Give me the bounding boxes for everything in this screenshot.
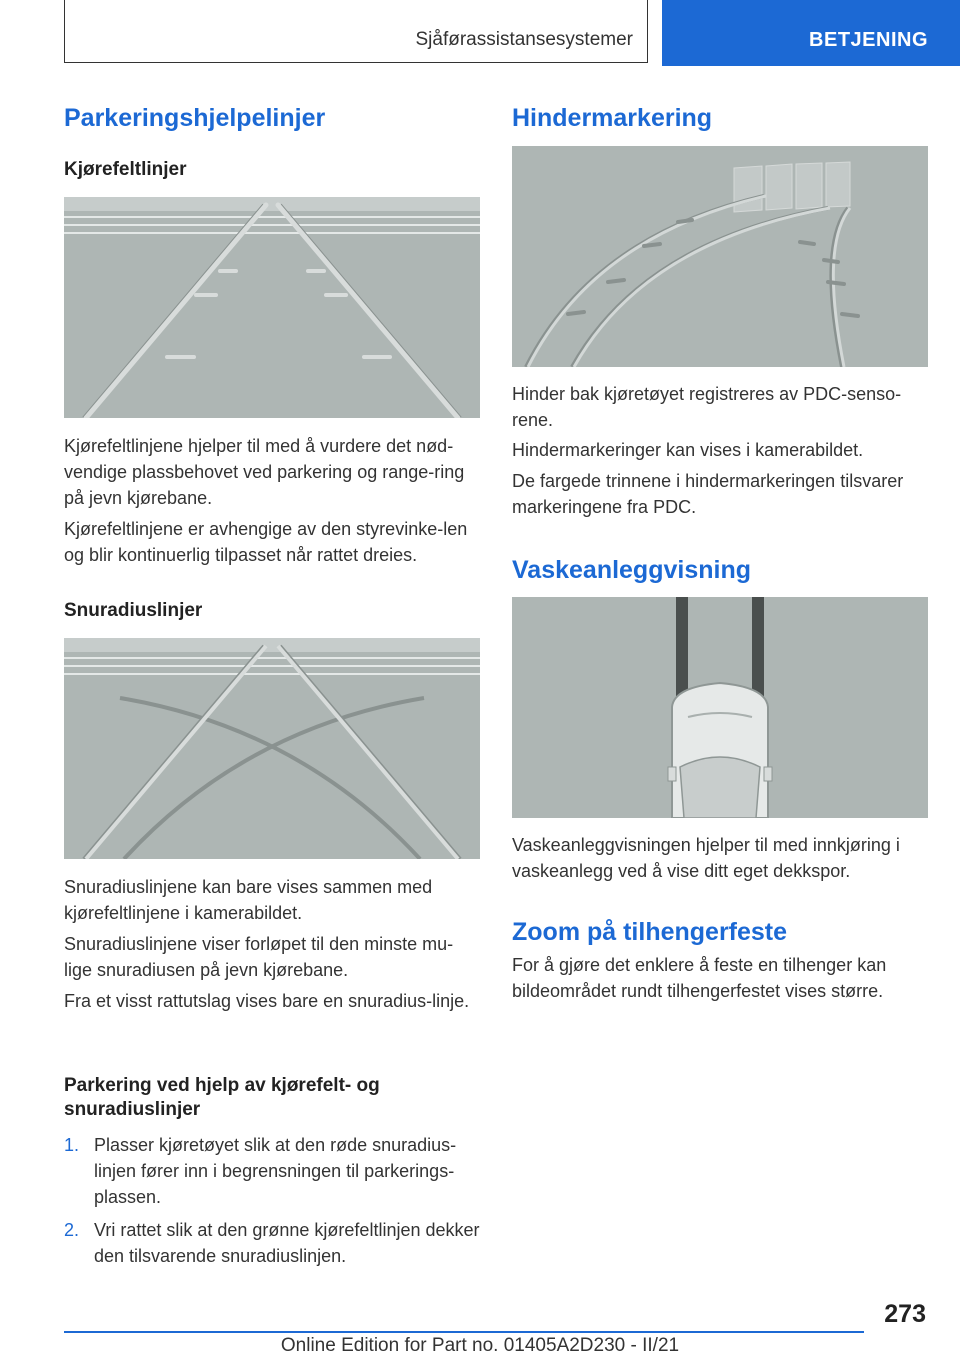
footer-divider [64, 1331, 864, 1333]
paragraph-car-wash: Vaskeanleggvisningen hjelper til med innkjøring i vaskeanlegg ved å vise ditt eget dekkspor. [512, 835, 900, 881]
header-section-title: Sjåførassistansesystemer [415, 29, 633, 50]
parking-steps-list [64, 1132, 480, 1269]
heading-lane-lines: Kjørefeltlinjer [64, 159, 187, 180]
figure-obstacle-marking [512, 146, 928, 367]
paragraph-lane-lines-2: Kjørefeltlinjene er avhengige av den styrevinke-len og blir kontinuerlig tilpasset når rattet dreies. [64, 519, 468, 565]
heading-turning-lines: Snuradiuslinjer [64, 600, 203, 621]
header-chapter-label: BETJENING [809, 29, 928, 51]
heading-obstacle-marking: Hindermarkering [512, 104, 713, 132]
lane-lines-illustration [64, 197, 480, 418]
paragraph-lane-lines-1: Kjørefeltlinjene hjelper til med å vurdere det nød-vendige plassbehovet ved parkering og range-ring på jevn kjørebane. [64, 436, 465, 508]
heading-car-wash-view: Vaskeanleggvisning [512, 556, 751, 584]
paragraph-trailer-hitch-zoom: For å gjøre det enklere å feste en tilhenger kan bildeområdet rundt tilhengerfestet vises større. [512, 955, 887, 1001]
step-text: Vri rattet slik at den grønne kjørefeltlinjen dekker den tilsvarende snuradiuslinjen. [94, 1220, 480, 1266]
page-number: 273 [884, 1300, 926, 1328]
page-header [0, 0, 960, 66]
header-chapter-tab [662, 0, 960, 66]
header-section-box [64, 0, 648, 63]
paragraph-obstacle-1: Hinder bak kjøretøyet registreres av PDC-senso-rene. [512, 384, 902, 430]
turning-lines-illustration [64, 638, 480, 859]
heading-combined-parking: Parkering ved hjelp av kjørefelt- og snuradiuslinjer [64, 1075, 380, 1120]
paragraph-obstacle-3: De fargede trinnene i hindermarkeringen tilsvarer markeringene fra PDC. [512, 471, 904, 517]
car-wash-illustration [512, 597, 928, 818]
figure-car-wash-view [512, 597, 928, 818]
paragraph-turning-lines-3: Fra et visst rattutslag vises bare en snuradius-linje. [64, 991, 470, 1011]
step-number: 1. [64, 1135, 80, 1155]
step-text: Plasser kjøretøyet slik at den røde snuradius-linjen fører inn i begrensningen til parkerings-plassen. [94, 1135, 457, 1207]
list-item [64, 1217, 480, 1269]
figure-turning-lines [64, 638, 480, 859]
footer-edition: Online Edition for Part no. 01405A2D230 - II/21 [280, 1335, 680, 1356]
heading-trailer-hitch-zoom: Zoom på tilhengerfeste [512, 918, 788, 946]
paragraph-turning-lines-2: Snuradiuslinjene viser forløpet til den minste mu-lige snuradiusen på jevn kjørebane. [64, 934, 454, 980]
paragraph-obstacle-2: Hindermarkeringer kan vises i kamerabildet. [512, 440, 864, 460]
paragraph-turning-lines-1: Snuradiuslinjene kan bare vises sammen med kjørefeltlinjene i kamerabildet. [64, 877, 433, 923]
figure-lane-lines [64, 197, 480, 418]
heading-parking-lines: Parkeringshjelpelinjer [64, 104, 326, 132]
obstacle-marking-illustration [512, 146, 928, 367]
step-number: 2. [64, 1220, 80, 1240]
list-item [64, 1132, 480, 1210]
